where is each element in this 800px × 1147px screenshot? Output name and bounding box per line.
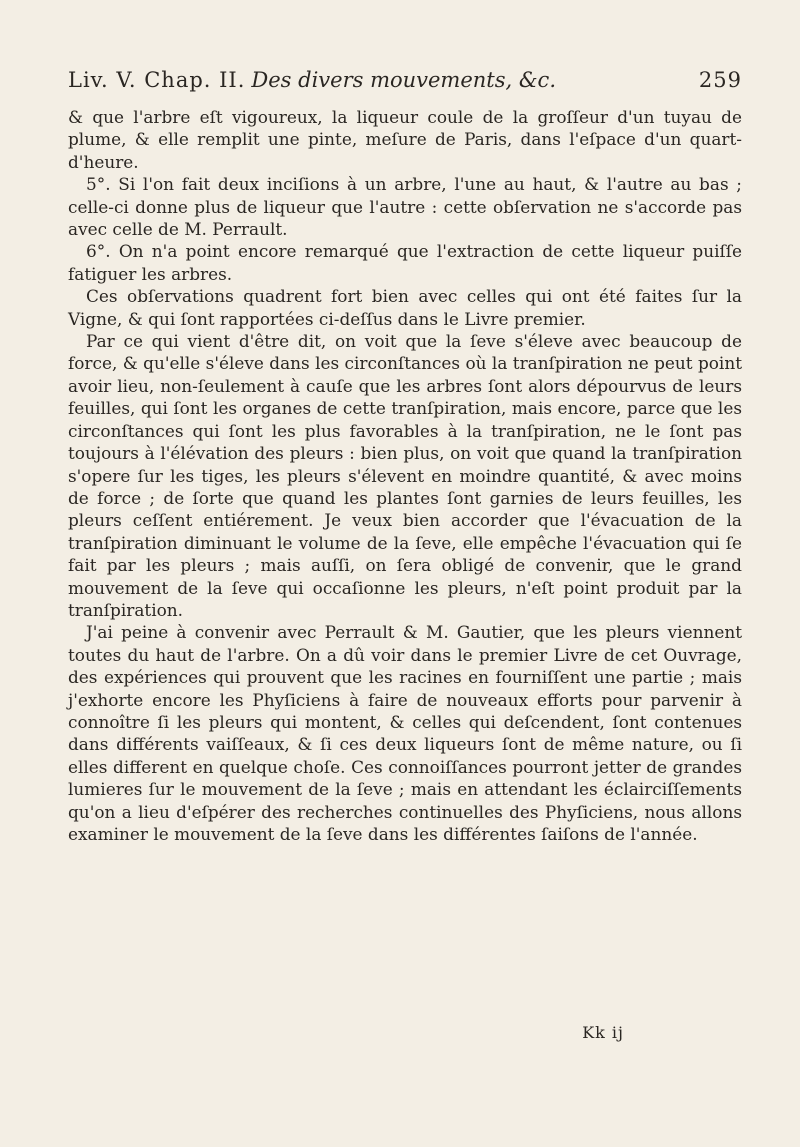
body-text [68,106,742,845]
paragraph-2: 5°. Si l'on fait deux inciſions à un arbre, l'une au haut, & l'autre au bas ; celle-ci donne plus de liqueur que l'autre : cette obſervation ne s'accorde pas avec celle de M. Perrault. [68,174,742,240]
running-head: Liv. V. Chap. II. [68,68,246,92]
header-left [68,68,556,92]
signature-mark: Kk ij [582,1023,624,1042]
paragraph-4: Ces obſervations quadrent fort bien avec celles qui ont été faites ſur la Vigne, & qui ſont rapportées ci-deſſus dans le Livre premier. [68,286,742,329]
paragraph-1: & que l'arbre eſt vigoureux, la liqueur coule de la groſſeur d'un tuyau de plume, & elle remplit une pinte, meſure de Paris, dans l'eſpace d'un quart-d'heure. [68,107,742,172]
page-header [68,68,742,98]
paragraph-3: 6°. On n'a point encore remarqué que l'extraction de cette liqueur puiſſe fatiguer les arbres. [68,241,742,284]
header-title: Des divers mouvements, &c. [251,68,556,92]
paragraph-6: J'ai peine à convenir avec Perrault & M. Gautier, que les pleurs viennent toutes du haut de l'arbre. On a dû voir dans le premier Livre de cet Ouvrage, des expériences qui prouvent que les racines en fourniſſent une partie ; mais j'exhorte encore les Phyſiciens à faire de nouveaux efforts pour parvenir à connoître ſi les pleurs qui montent, & celles qui deſcendent, ſont contenues dans différents vaiſſeaux, & ſi ces deux liqueurs ſont de même nature, ou ſi elles different en quelque choſe. Ces connoiſſances pourront jetter de grandes lumieres ſur le mouvement de la ſeve ; mais en attendant les éclairciſſements qu'on a lieu d'eſpérer des recherches continuelles des Phyſiciens, nous allons examiner le mouvement de la ſeve dans les différentes ſaiſons de l'année. [68,622,742,844]
paragraph-5: Par ce qui vient d'être dit, on voit que la ſeve s'éleve avec beaucoup de force, & qu'elle s'éleve dans les circonſtances où la tranſpiration ne peut point avoir lieu, non-ſeulement à cauſe que les arbres ſont alors dépourvus de leurs feuilles, qui ſont les organes de cette tranſpiration, mais encore, parce que les circonſtances qui ſont les plus favorables à la tranſpiration, ne le ſont pas toujours à l'élévation des pleurs : bien plus, on voit que quand la tranſpiration s'opere ſur les tiges, les pleurs s'élevent en moindre quantité, & avec moins de force ; de ſorte que quand les plantes ſont garnies de leurs feuilles, les pleurs ceſſent entiérement. Je veux bien accorder que l'évacuation de la tranſpiration diminuant le volume de la ſeve, elle empêche l'évacuation qui ſe fait par les pleurs ; mais auſſi, on ſera obligé de convenir, que le grand mouvement de la ſeve qui occaſionne les pleurs, n'eſt point produit par la tranſpiration. [68,331,742,620]
page-number: 259 [698,68,742,92]
